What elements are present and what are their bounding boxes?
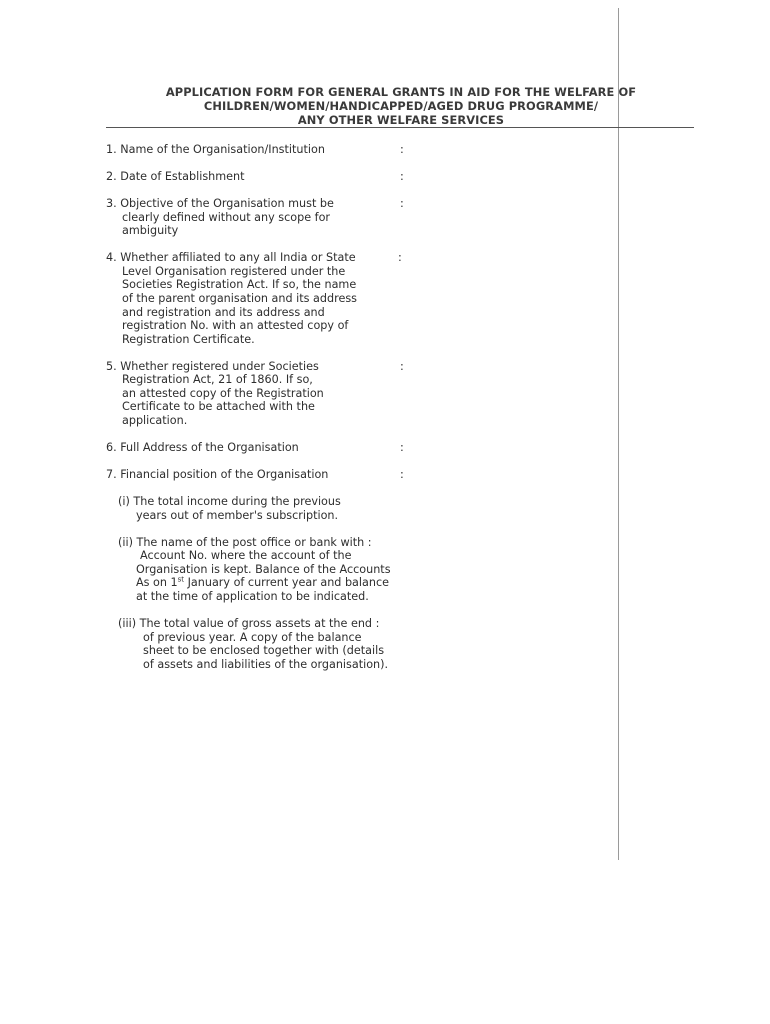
field-label-cont: an attested copy of the Registration bbox=[122, 386, 324, 400]
field-label: 6. Full Address of the Organisation bbox=[106, 441, 299, 455]
field-label-cont: and registration and its address and bbox=[122, 305, 325, 319]
field-label-cont: Societies Registration Act. If so, the name bbox=[122, 278, 357, 292]
field-label-cont: Level Organisation registered under the bbox=[122, 264, 346, 278]
field-label: 2. Date of Establishment bbox=[106, 169, 245, 183]
subfield-total-income bbox=[106, 495, 526, 522]
subfield-separator: : bbox=[375, 616, 380, 630]
scan-edge-line bbox=[618, 8, 619, 860]
field-affiliation bbox=[106, 251, 526, 346]
subfield-label-cont: sheet to be enclosed together with (details bbox=[143, 644, 385, 658]
field-label-cont: application. bbox=[122, 414, 188, 428]
field-label: 7. Financial position of the Organisation bbox=[106, 468, 329, 482]
subfield-label-cont: at the time of application to be indicated. bbox=[136, 589, 369, 603]
subfield-label bbox=[118, 536, 526, 550]
field-label-cont: Certificate to be attached with the bbox=[122, 400, 315, 414]
subfield-text: January of current year and balance bbox=[184, 576, 390, 590]
field-label-cont: registration No. with an attested copy of bbox=[122, 319, 349, 333]
field-label-cont: Registration Act, 21 of 1860. If so, bbox=[122, 373, 313, 387]
application-form bbox=[106, 143, 526, 671]
field-organisation-name bbox=[106, 143, 526, 157]
field-separator: : bbox=[400, 143, 404, 156]
field-label-cont: of the parent organisation and its address bbox=[122, 291, 357, 305]
subfield-label-cont: Organisation is kept. Balance of the Accounts bbox=[136, 562, 391, 576]
subfield-label-text: (ii) The name of the post office or bank with bbox=[118, 535, 365, 549]
form-title-line-1: APPLICATION FORM FOR GENERAL GRANTS IN AID FOR THE WELFARE OF bbox=[165, 85, 637, 99]
field-separator: : bbox=[400, 196, 404, 210]
field-separator: : bbox=[400, 169, 404, 183]
ordinal-suffix: st bbox=[177, 575, 185, 584]
field-label: 5. Whether registered under Societies bbox=[106, 359, 319, 373]
field-separator: : bbox=[400, 441, 404, 455]
form-title-line-3: ANY OTHER WELFARE SERVICES bbox=[297, 113, 505, 127]
field-label: 3. Objective of the Organisation must be bbox=[106, 196, 334, 210]
field-full-address bbox=[106, 441, 526, 455]
field-separator: : bbox=[400, 468, 404, 482]
subfield-separator: : bbox=[367, 535, 372, 549]
field-label-cont: Registration Certificate. bbox=[122, 332, 255, 346]
subfield-label-text: (iii) The total value of gross assets at the end bbox=[118, 616, 373, 630]
form-title bbox=[108, 85, 694, 127]
field-financial-position bbox=[106, 468, 526, 482]
field-separator: : bbox=[398, 251, 402, 265]
subfield-text: As on 1 bbox=[136, 576, 178, 590]
field-label-cont: clearly defined without any scope for bbox=[122, 210, 331, 224]
subfield-label-cont: Account No. where the account of the bbox=[140, 549, 352, 563]
subfield-label-cont: of previous year. A copy of the balance bbox=[143, 630, 362, 644]
subfield-label-cont bbox=[118, 576, 526, 590]
subfield-label-cont: years out of member's subscription. bbox=[136, 508, 339, 522]
subfield-label bbox=[118, 617, 526, 631]
subfield-label: (i) The total income during the previous bbox=[118, 495, 341, 509]
form-title-line-2: CHILDREN/WOMEN/HANDICAPPED/AGED DRUG PROGRAMME/ bbox=[203, 99, 599, 113]
field-separator: : bbox=[400, 359, 404, 373]
field-objective bbox=[106, 197, 526, 238]
field-label: 1. Name of the Organisation/Institution bbox=[106, 143, 325, 156]
subfield-bank-account bbox=[106, 536, 526, 604]
field-label: 4. Whether affiliated to any all India or State bbox=[106, 251, 356, 265]
field-registration bbox=[106, 360, 526, 428]
subfield-label-cont: of assets and liabilities of the organisation). bbox=[143, 657, 389, 671]
title-underline bbox=[106, 127, 694, 128]
subfield-gross-assets bbox=[106, 617, 526, 671]
field-label-cont: ambiguity bbox=[122, 224, 179, 238]
field-date-of-establishment bbox=[106, 170, 526, 184]
